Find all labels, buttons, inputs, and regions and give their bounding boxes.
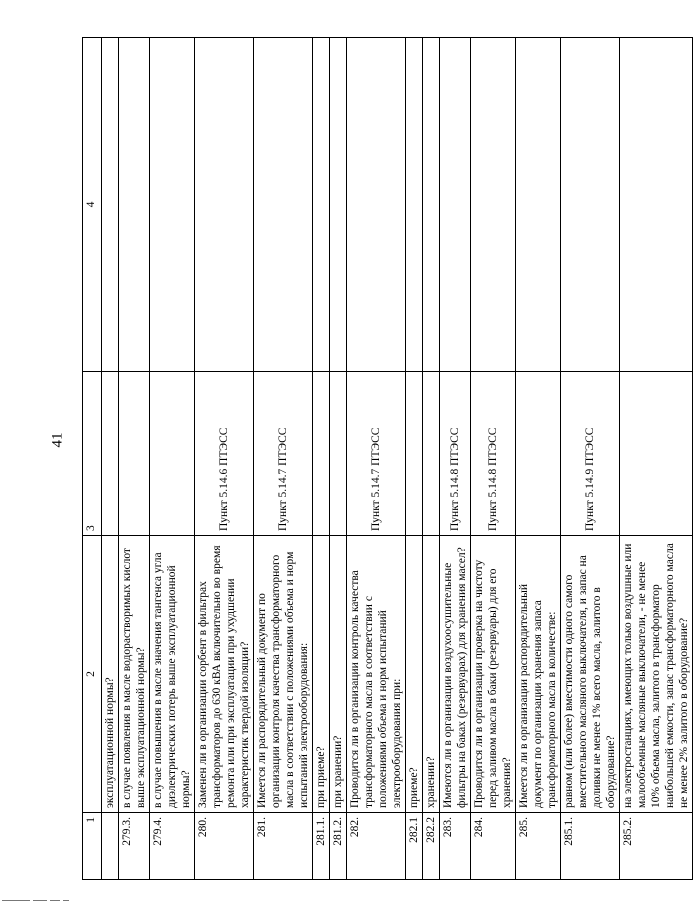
regulation-reference [620,372,693,536]
regulation-reference [102,372,119,536]
question-text: при хранении? [330,536,347,813]
column-header-3: 3 [83,372,102,536]
answer-cell [347,38,406,372]
table-row [620,38,693,880]
table-row [254,38,313,880]
question-text: Имеется ли в организации распорядительный документ по организации хранения запаса трансформаторного масла в количестве: [516,536,561,813]
table-row [119,38,150,880]
header-row [83,38,102,880]
table-row [471,38,516,880]
question-text: Имеются ли в организации воздухоосушительные фильтры на баках (резервуарах) для хранения масел? [440,536,471,813]
regulation-reference [423,372,440,536]
table-row [406,38,423,880]
item-number: 282. [347,813,406,880]
item-number: 282.1 [406,813,423,880]
item-number: 281.1. [313,813,330,880]
item-number: 281.2. [330,813,347,880]
question-text: в случае повышения в масле значения тангенса угла диэлектрических потерь выше эксплуатационной нормы? [150,536,195,813]
answer-cell [423,38,440,372]
item-number: 284. [471,813,516,880]
item-number: 285. [516,813,561,880]
column-header-4: 4 [83,38,102,372]
table-row [313,38,330,880]
regulation-reference: Пункт 5.14.7 ПТЭСС [254,372,313,536]
answer-cell [313,38,330,372]
table-row [516,38,561,880]
answer-cell [254,38,313,372]
answer-cell [150,38,195,372]
column-header-2: 2 [83,536,102,813]
answer-cell [440,38,471,372]
answer-cell [620,38,693,372]
answer-cell [119,38,150,372]
question-text: Заменен ли в организации сорбент в фильтрах трансформаторов до 630 кВА включительно во время ремонта или при эксплуатации при ухудшении характеристик твердой изоляции? [195,536,254,813]
regulation-reference [150,372,195,536]
page-number: 41 [49,432,66,448]
item-number: 285.1. [561,813,620,880]
question-text: равном (или более) вместимости одного самого вместительного масляного выключателя, и запас на доливки не менее 1% всего масла, залитого в оборудование? [561,536,620,813]
table-row [423,38,440,880]
question-text: при приеме? [313,536,330,813]
table-row [150,38,195,880]
table-row [347,38,406,880]
answer-cell [102,38,119,372]
item-number: 280. [195,813,254,880]
regulation-reference: Пункт 5.14.8 ПТЭСС [471,372,516,536]
item-number: 281. [254,813,313,880]
answer-cell [561,38,620,372]
item-number: 279.3. [119,813,150,880]
regulation-reference: Пункт 5.14.6 ПТЭСС [195,372,254,536]
regulation-reference [330,372,347,536]
regulation-reference [516,372,561,536]
question-text: в случае появления в масле водорастворимых кислот выше эксплуатационной нормы? [119,536,150,813]
question-text: Проводится ли в организации проверка на чистоту перед заливом масла в баки (резервуары) для его хранения? [471,536,516,813]
item-number: 283. [440,813,471,880]
question-text: эксплуатационной нормы? [102,536,119,813]
item-number: 285.2. [620,813,693,880]
column-header-1: 1 [83,813,102,880]
answer-cell [516,38,561,372]
table-row [561,38,620,880]
regulation-reference: Пункт 5.14.8 ПТЭСС [440,372,471,536]
table-row [102,38,119,880]
answer-cell [330,38,347,372]
item-number: 279.4. [150,813,195,880]
answer-cell [406,38,423,372]
table-row [440,38,471,880]
answer-cell [195,38,254,372]
question-text: хранении? [423,536,440,813]
regulation-reference [119,372,150,536]
item-number: 282.2 [423,813,440,880]
inspection-checklist-table [82,37,690,880]
table-row [195,38,254,880]
scan-artifact [2,900,122,904]
regulation-reference: Пункт 5.14.9 ПТЭСС [561,372,620,536]
regulation-reference: Пункт 5.14.7 ПТЭСС [347,372,406,536]
question-text: приеме? [406,536,423,813]
regulation-reference [406,372,423,536]
regulation-reference [313,372,330,536]
table-row [330,38,347,880]
answer-cell [471,38,516,372]
question-text: Имеется ли распорядительный документ по организации контроля качества трансформаторного масла в соответствии с положениями объема и норм испытаний электрооборудования: [254,536,313,813]
item-number [102,813,119,880]
question-text: Проводится ли в организации контроль качества трансформаторного масла в соответствии с положениями объема и норм испытаний электрооборудования при: [347,536,406,813]
question-text: на электростанциях, имеющих только воздушные или малообъемные масляные выключатели, - не менее 10% объема масла, залитого в трансформатор наибольшей емкости, запас трансформаторного масла не менее 2% залитого в оборудование? [620,536,693,813]
